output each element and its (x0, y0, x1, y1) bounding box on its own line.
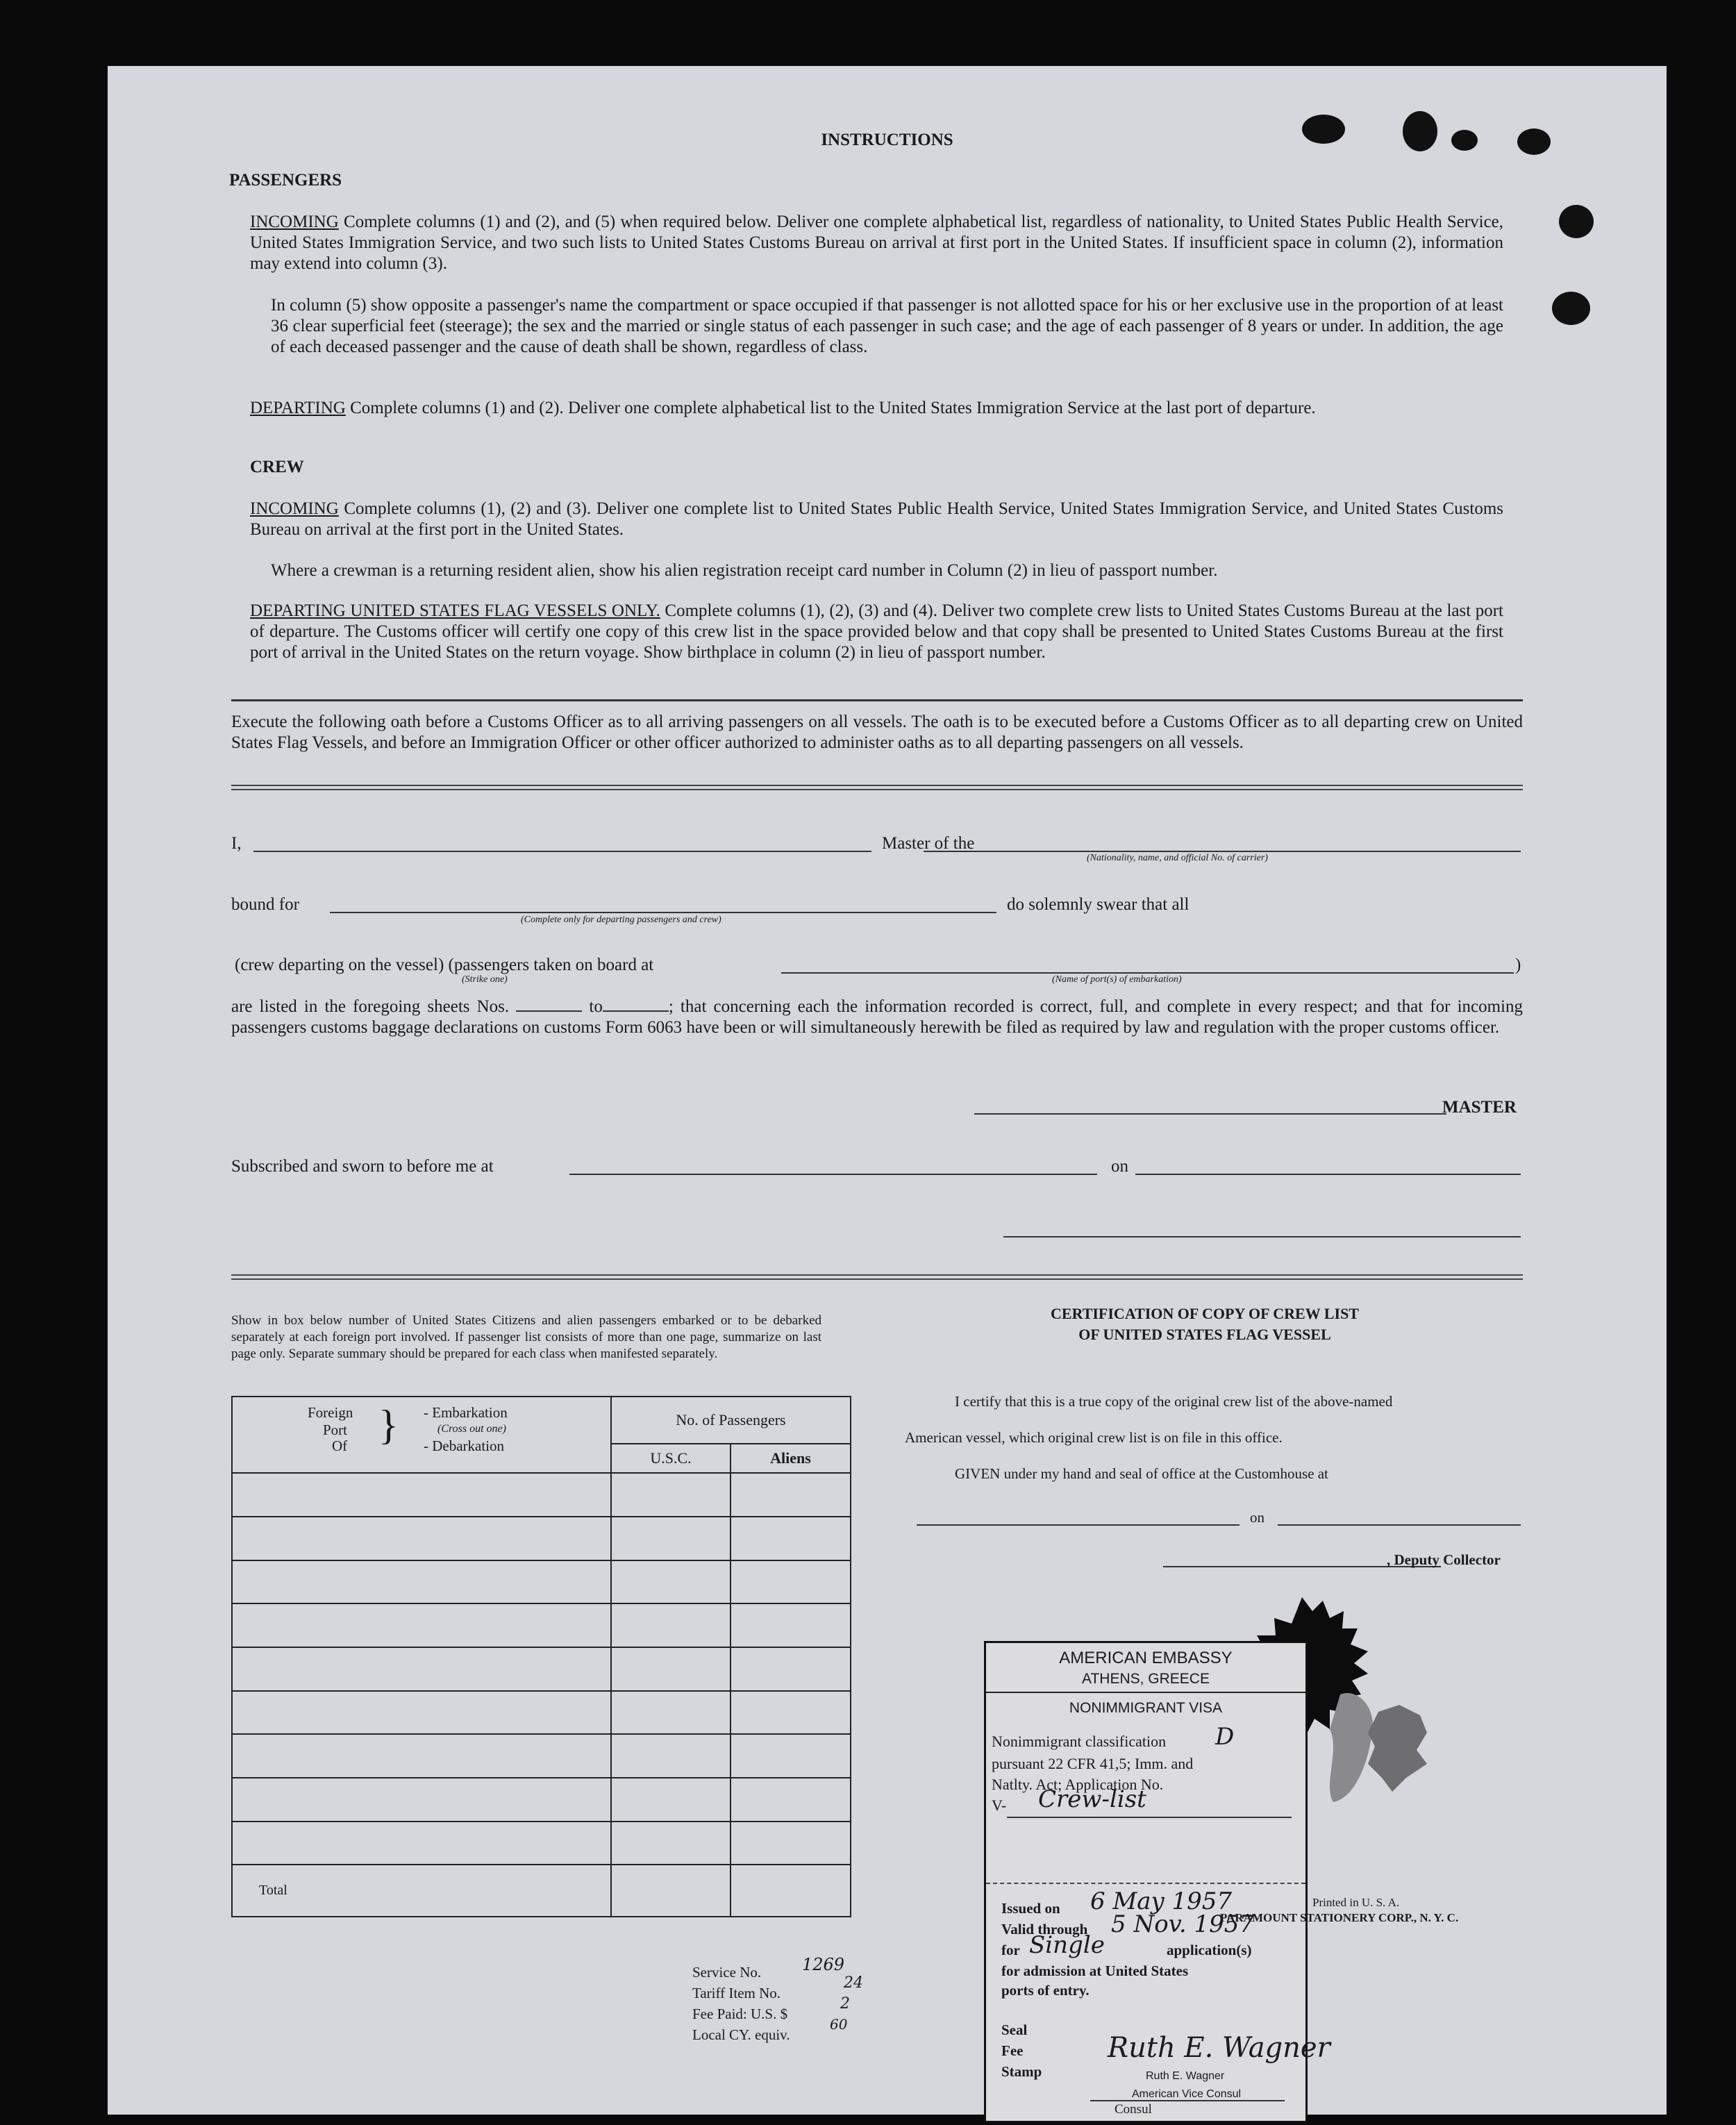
natlty-text: Natlty. Act; Application No. (992, 1776, 1164, 1793)
summary-instructions: Show in box below number of United States Citizens and alien passengers embarked or to be debarked separately at each foreign port involved. If passenger list consists of more than one page, summarize on last page only. Separate summary should be prepared for each class when manifested separately. (231, 1313, 821, 1361)
crew-departing-label: DEPARTING UNITED STATES FLAG VESSELS ONLY. (250, 601, 660, 620)
visa-stamp (984, 1641, 1330, 2123)
deputy-collector-label: , Deputy Collector (1387, 1551, 1501, 1568)
port-label: Port (323, 1422, 348, 1438)
ink-blot (1552, 292, 1590, 325)
total-label: Total (232, 1865, 611, 1917)
table-row (232, 1778, 851, 1822)
service-no-value: 1269 (802, 1955, 845, 1974)
city-label: ATHENS, GREECE (1082, 1671, 1210, 1687)
crew-incoming-text: Complete columns (1), (2) and (3). Deliver one complete list to United States Public Health Service, United States Immigration Service, and United States Customs Bureau on arrival at the first port in the United States. (250, 499, 1504, 539)
passenger-summary-table (231, 1396, 851, 1917)
tariff-value: 24 (844, 1974, 863, 1992)
instructions-title: INSTRUCTIONS (821, 131, 953, 149)
usc-cell[interactable] (611, 1517, 731, 1560)
total-row (232, 1865, 851, 1917)
customhouse-field[interactable] (917, 1524, 1240, 1526)
table-row (232, 1603, 851, 1647)
aliens-header: Aliens (731, 1444, 851, 1473)
for-value: Single (1029, 1931, 1105, 1959)
incoming-label: INCOMING (250, 212, 339, 231)
port-embarkation-field[interactable] (781, 972, 1514, 974)
are-listed-label: are listed in the foregoing sheets Nos. (231, 997, 510, 1016)
oath-statement: ; that concerning each the information recorded is correct, full, and complete in every respect; and that for incoming passengers customs baggage declarations on customs Form 6063 have been or will simultaneously herewith be filed as required by law and regulation with the proper customs officer. (231, 997, 1524, 1037)
valid-through-value: 5 Nov. 1957 (1111, 1910, 1254, 1938)
table-row (232, 1560, 851, 1604)
officer-signature-field[interactable] (1003, 1236, 1521, 1238)
incoming-text: Complete columns (1) and (2), and (5) when required below. Deliver one complete alphabetical list, regardless of nationality, to United States Public Health Service, United States Immigration Service, and two such lists to United States Customs Bureau on arrival at first port in the United States. If insufficient space in column (2), information may extend into column (3). (250, 212, 1504, 273)
ink-blot (1559, 205, 1594, 238)
usc-cell[interactable] (611, 1734, 731, 1778)
of-label: Of (332, 1438, 348, 1454)
aliens-cell[interactable] (731, 1473, 851, 1517)
foreign-label: Foreign (308, 1404, 353, 1421)
oath-i-label: I, (231, 834, 242, 853)
subscribed-label: Subscribed and sworn to before me at (231, 1157, 494, 1176)
passengers-heading: PASSENGERS (229, 171, 342, 190)
master-signature-field[interactable] (974, 1113, 1446, 1115)
no-of-passengers-header: No. of Passengers (611, 1397, 851, 1444)
nationality-caption: (Nationality, name, and official No. of carrier) (1087, 853, 1268, 863)
aliens-cell[interactable] (731, 1603, 851, 1647)
aliens-cell[interactable] (731, 1822, 851, 1865)
for-label: for (1001, 1942, 1020, 1958)
master-label: MASTER (1442, 1098, 1517, 1117)
divider (231, 785, 1523, 790)
brace: } (378, 1402, 399, 1448)
certification-title-1: CERTIFICATION OF COPY OF CREW LIST (1051, 1305, 1359, 1322)
admission-text: for admission at United States (1001, 1962, 1189, 1979)
application-line (1007, 1817, 1292, 1818)
fee-paid-value: 2 (840, 1995, 850, 2012)
usc-cell[interactable] (611, 1778, 731, 1822)
cert-on-label: on (1250, 1509, 1265, 1526)
fee-label: Fee (1001, 2042, 1024, 2059)
signer-name: Ruth E. Wagner (1146, 2070, 1225, 2082)
crew-departing-text: Complete columns (1), (2), (3) and (4). Deliver two complete crew lists to United States Customs Bureau at the last port of departure. The Customs officer will certify one copy of this crew list in the space provided below and that copy shall be presented to United States Customs Bureau at the first port of arrival in the United States on the return voyage. Show birthplace in column (2) in lieu of passport number. (250, 601, 1503, 662)
strike-one-caption: (Strike one) (462, 974, 508, 985)
usc-header: U.S.C. (611, 1444, 731, 1473)
complete-only-caption: (Complete only for departing passengers and crew) (521, 915, 721, 925)
classification-label: Nonimmigrant classification (992, 1733, 1167, 1750)
aliens-cell[interactable] (731, 1691, 851, 1735)
local-equiv-label: Local CY. equiv. (692, 2026, 790, 2043)
crew-departing-label: (crew departing on the vessel) (passengers taken on board at (235, 956, 654, 974)
tariff-label: Tariff Item No. (692, 1985, 781, 2001)
signer-title: American Vice Consul (1132, 2088, 1242, 2100)
port-cell[interactable] (232, 1560, 611, 1604)
close-paren: ) (1515, 956, 1521, 974)
port-cell[interactable] (232, 1691, 611, 1735)
visa-type-label: NONIMMIGRANT VISA (1069, 1700, 1223, 1716)
port-caption: (Name of port(s) of embarkation) (1052, 974, 1182, 985)
aliens-cell[interactable] (731, 1560, 851, 1604)
crew-incoming-paragraph (250, 499, 1503, 540)
passengers-incoming-paragraph (250, 212, 1503, 274)
usc-cell[interactable] (611, 1473, 731, 1517)
seal-label: Seal (1001, 2022, 1028, 2038)
stamp-divider (986, 1883, 1305, 1884)
port-cell[interactable] (232, 1778, 611, 1822)
master-of-the-label: Master of the (882, 834, 975, 853)
crew-incoming-label: INCOMING (250, 499, 339, 518)
usc-cell[interactable] (611, 1603, 731, 1647)
fee-paid-label: Fee Paid: U.S. $ (692, 2006, 788, 2022)
are-listed-paragraph (231, 997, 1523, 1038)
usc-cell[interactable] (611, 1822, 731, 1865)
crew-heading: CREW (250, 458, 304, 476)
pursuant-text: pursuant 22 CFR 41,5; Imm. and (992, 1755, 1194, 1772)
divider (231, 699, 1523, 701)
crew-departing-paragraph (250, 601, 1503, 663)
bound-for-field[interactable] (330, 912, 996, 913)
usc-cell[interactable] (611, 1647, 731, 1691)
service-no-label: Service No. (692, 1964, 762, 1981)
departing-text: Complete columns (1) and (2). Deliver one complete alphabetical list to the United States Immigration Service at the last port of departure. (350, 399, 1316, 417)
total-aliens-cell[interactable] (731, 1865, 851, 1917)
application-value: Crew-list (1038, 1785, 1146, 1813)
certification-title-2: OF UNITED STATES FLAG VESSEL (1078, 1326, 1331, 1343)
port-header-cell (232, 1397, 611, 1473)
valid-through-label: Valid through (1001, 1921, 1088, 1938)
cert-date-field[interactable] (1278, 1524, 1521, 1526)
sheet-from-field[interactable] (516, 998, 582, 1012)
issued-on-label: Issued on (1001, 1900, 1060, 1917)
printed-in-usa: Printed in U. S. A. (1312, 1896, 1400, 1909)
sworn-date-field[interactable] (1135, 1174, 1521, 1175)
table-row (232, 1822, 851, 1865)
cross-out-caption: (Cross out one) (437, 1423, 506, 1435)
classification-value: D (1215, 1723, 1235, 1751)
usc-cell[interactable] (611, 1560, 731, 1604)
sworn-place-field[interactable] (569, 1174, 1097, 1175)
stamp-divider (986, 1692, 1305, 1693)
master-name-field[interactable] (253, 851, 871, 852)
ports-text: ports of entry. (1001, 1982, 1090, 1999)
port-cell[interactable] (232, 1822, 611, 1865)
bound-for-label: bound for (231, 895, 299, 914)
issued-on-value: 6 May 1957 (1090, 1888, 1233, 1915)
printer-name: PARAMOUNT STATIONERY CORP., N. Y. C. (1220, 1911, 1459, 1924)
aliens-cell[interactable] (731, 1778, 851, 1822)
port-cell[interactable] (232, 1603, 611, 1647)
consul-signature: Ruth E. Wagner (1108, 2032, 1330, 2064)
consul-label: Consul (1115, 2102, 1152, 2117)
port-cell[interactable] (232, 1517, 611, 1560)
to-label: to (589, 997, 603, 1016)
oath-intro: Execute the following oath before a Customs Officer as to all arriving passengers on all vessels. The oath is to be executed before a Customs Officer as to all departing crew on United States Flag Vessels, and before an Immigration Officer or other officer authorized to administer oaths as to all departing passengers on all vessels. (231, 712, 1523, 752)
total-usc-cell[interactable] (611, 1865, 731, 1917)
american-vessel-text: American vessel, which original crew list is on file in this office. (905, 1429, 1283, 1446)
table-row (232, 1647, 851, 1691)
carrier-field[interactable] (924, 851, 1521, 852)
applications-label: application(s) (1167, 1942, 1252, 1958)
departing-label: DEPARTING (250, 399, 346, 417)
crew-resident-paragraph: Where a crewman is a returning resident alien, show his alien registration receipt card number in Column (2) in lieu of passport number. (271, 561, 1218, 580)
do-solemnly-label: do solemnly swear that all (1007, 895, 1190, 914)
sheet-to-field[interactable] (603, 998, 669, 1012)
stamp-label: Stamp (1001, 2063, 1042, 2080)
table-row (232, 1517, 851, 1560)
divider (231, 1274, 1523, 1280)
usc-cell[interactable] (611, 1691, 731, 1735)
debarkation-label: - Debarkation (424, 1438, 505, 1454)
aliens-cell[interactable] (731, 1647, 851, 1691)
port-cell[interactable] (232, 1647, 611, 1691)
column5-paragraph: In column (5) show opposite a passenger's name the compartment or space occupied if that passenger is not allotted space for his or her exclusive use in the proportion of at least 36 clear superficial feet (steerage); the sex and the married or single status of each passenger in such case; and the age of each passenger of 8 years or under. In addition, the age of each deceased passenger and the cause of death shall be shown, regardless of class. (271, 296, 1503, 356)
application-prefix: V- (992, 1797, 1007, 1814)
given-text: GIVEN under my hand and seal of office at the Customhouse at (955, 1465, 1328, 1482)
table-row (232, 1691, 851, 1735)
embassy-label: AMERICAN EMBASSY (1059, 1649, 1233, 1667)
on-label: on (1111, 1157, 1128, 1176)
aliens-cell[interactable] (731, 1734, 851, 1778)
local-equiv-value: 60 (830, 2016, 848, 2033)
passengers-departing-paragraph (250, 398, 1503, 419)
aliens-cell[interactable] (731, 1517, 851, 1560)
embarkation-label: - Embarkation (424, 1404, 508, 1421)
document-page (108, 66, 1667, 2115)
port-cell[interactable] (232, 1734, 611, 1778)
table-row (232, 1473, 851, 1517)
certify-text: I certify that this is a true copy of the original crew list of the above-named (955, 1393, 1393, 1410)
port-cell[interactable] (232, 1473, 611, 1517)
table-row (232, 1734, 851, 1778)
